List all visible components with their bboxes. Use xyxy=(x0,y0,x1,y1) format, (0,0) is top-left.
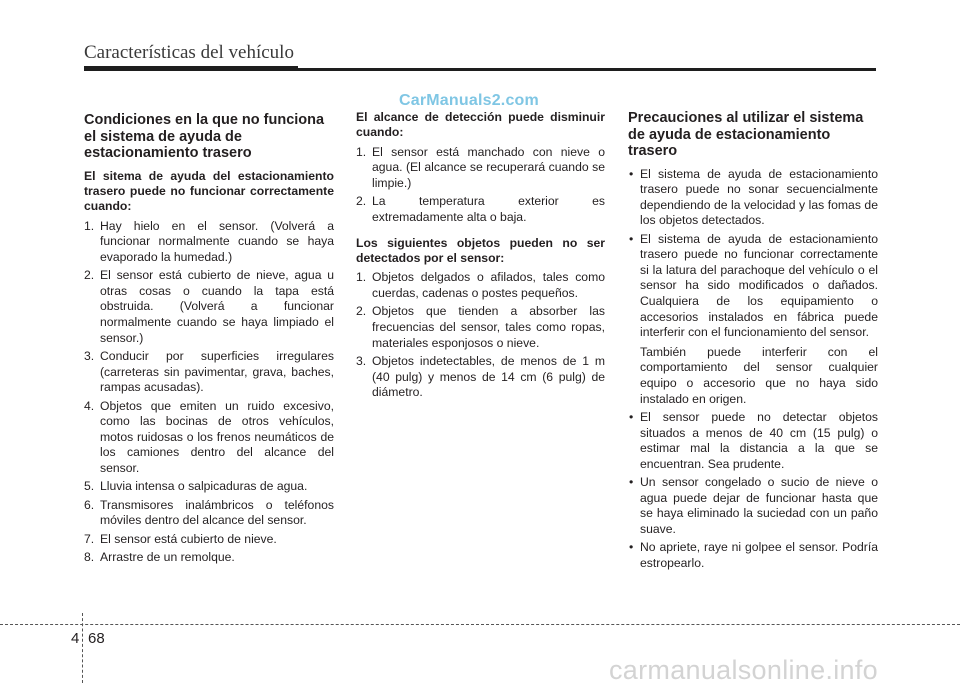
bullet-item: • El sistema de ayuda de estacionamiento trasero puede no sonar secuencialmente dependiendo de la velocidad y las fomas de los objetos detectados. xyxy=(629,166,878,228)
list-item: 2. La temperatura exterior es extremadamente alta o baja. xyxy=(356,194,605,224)
list-item: 1. Hay hielo en el sensor. (Volverá a funcionar normalmente cuando se haya evaporado la humedad.) xyxy=(84,218,334,264)
column-1 xyxy=(84,112,334,569)
page-header-title: Características del vehículo xyxy=(84,42,294,63)
subheading-undetected-objects: Los siguientes objetos pueden no ser detectados por el sensor: xyxy=(356,235,605,265)
list-item: 5. Lluvia intensa o salpicaduras de agua. xyxy=(84,479,308,494)
bullet-item: • El sensor puede no detectar objetos situados a menos de 40 cm (15 pulg) o estimar mal la distancia a la que se encuentran. Sea prudente. xyxy=(629,410,878,471)
bullet-icon: • xyxy=(629,540,634,555)
watermark-bottom: carmanualsonline.info xyxy=(609,655,878,685)
column-2 xyxy=(356,110,605,404)
subheading-conditions: El sitema de ayuda del estacionamiento trasero puede no funcionar correctamente cuando: xyxy=(84,168,334,214)
bullet-icon: • xyxy=(629,166,634,181)
list-item: 7. El sensor está cubierto de nieve. xyxy=(84,531,277,546)
list-item: 2. Objetos que tienden a absorber las frecuencias del sensor, tales como ropas, materiales esponjosos o nieve. xyxy=(356,304,605,350)
bullet-icon: • xyxy=(629,231,634,246)
bullet-icon: • xyxy=(629,410,634,424)
bullet-item: • No apriete, raye ni golpee el sensor. Podría estropearlo. xyxy=(629,540,878,570)
list-item: 4. Objetos que emiten un ruido excesivo, como las bocinas de otros vehículos, motos ruidosas o los frenos neumáticos de los camiones dentro del alcance del sensor. xyxy=(84,398,334,476)
header-rule xyxy=(84,68,876,71)
paragraph: También puede interferir con el comportamiento del sensor cualquier equipo o accesorio que no haya sido instalado en origen. xyxy=(640,344,878,406)
subheading-range-reduced: El alcance de detección puede disminuir cuando: xyxy=(356,110,605,140)
page-number: 68 xyxy=(88,630,105,647)
list-item: 6. Transmisores inalámbricos o teléfonos móviles dentro del alcance del sensor. xyxy=(84,497,334,528)
list-item: 1. El sensor está manchado con nieve o agua. (El alcance se recuperará cuando se limpie.) xyxy=(356,144,605,190)
column-3 xyxy=(628,110,878,574)
section-heading-not-working: Condiciones en la que no funciona el sistema de ayuda de estacionamiento trasero xyxy=(84,112,325,161)
bullet-item: • Un sensor congelado o sucio de nieve o agua puede dejar de funcionar hasta que se haya eliminado la suciedad con un paño suave. xyxy=(629,475,878,536)
watermark-top: CarManuals2.com xyxy=(399,92,539,109)
list-item: 8. Arrastre de un remolque. xyxy=(84,550,235,565)
bullet-item: • El sistema de ayuda de estacionamiento trasero puede no funcionar correctamente si la latura del parachoque del vehículo o el sensor ha sido modificados o dañados. Cualquiera de los equipamiento o accesorios instalados en fábrica puede interferir con el funcionamiento del sensor. xyxy=(629,231,878,340)
footer-dashed-divider xyxy=(82,613,83,683)
bullet-icon: • xyxy=(629,475,634,490)
list-item: 3. Conducir por superficies irregulares (carreteras sin pavimentar, grava, baches, rampas acusadas). xyxy=(84,349,334,395)
list-item: 1. Objetos delgados o afilados, tales como cuerdas, cadenas o postes pequeños. xyxy=(356,270,605,300)
list-item: 2. El sensor está cubierto de nieve, agua u otras cosas o cuando la tapa está obstruida. (Volverá a funcionar normalmente cuando se haya limpiado el sensor.) xyxy=(84,268,334,345)
section-heading-precautions: Precauciones al utilizar el sistema de ayuda de estacionamiento trasero xyxy=(628,110,864,159)
list-item: 3. Objetos indetectables, de menos de 1 m (40 pulg) y menos de 14 cm (6 pulg) de diámetro. xyxy=(356,353,605,400)
section-number: 4 xyxy=(71,630,80,647)
footer-dashed-rule xyxy=(0,624,960,625)
